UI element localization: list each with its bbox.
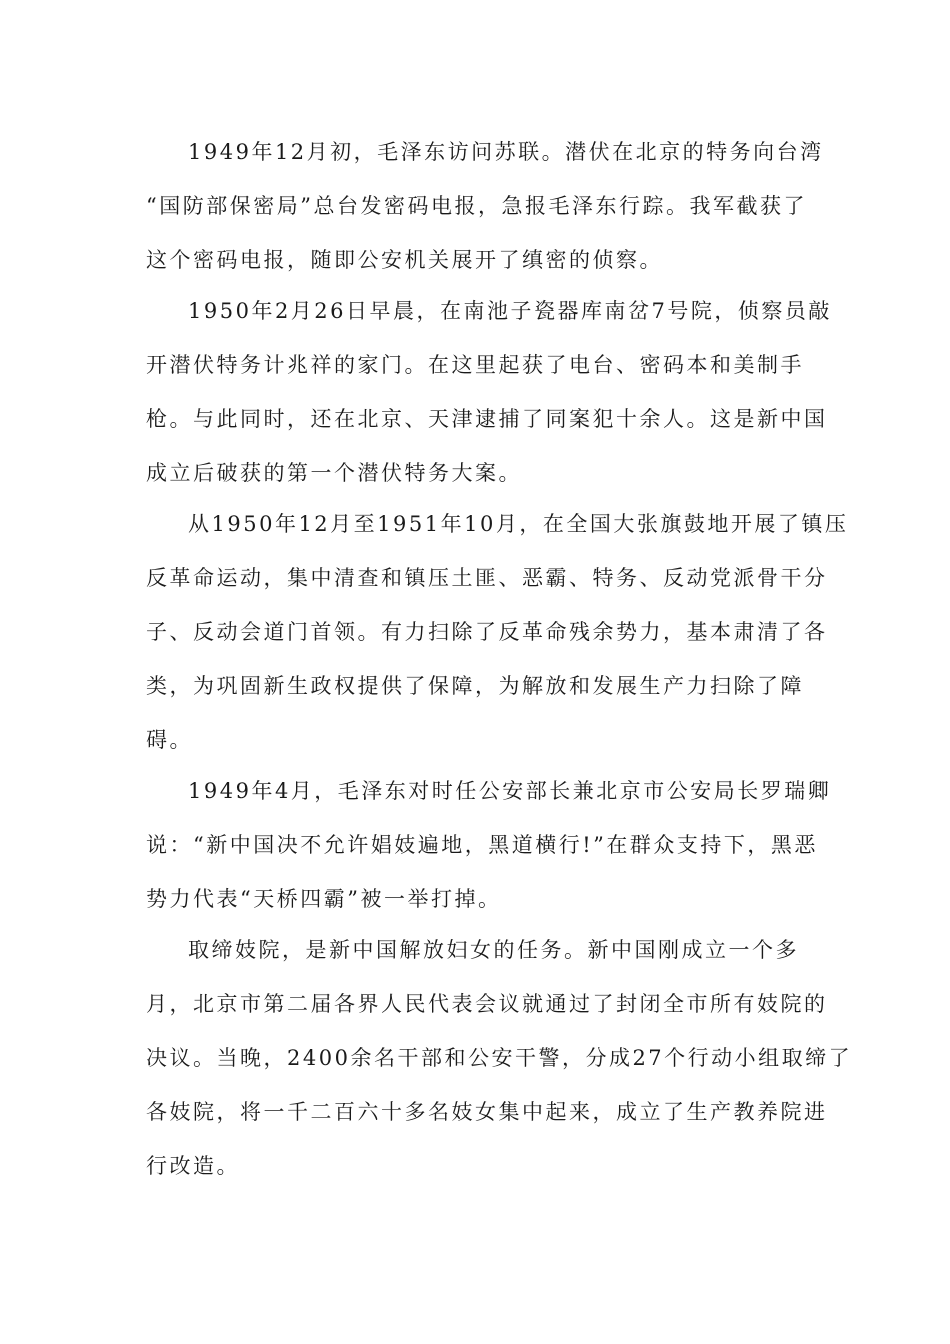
paragraph-line: “国防部保密局”总台发密码电报，急报毛泽东行踪。我军截获了 <box>146 194 807 218</box>
paragraph-1 <box>146 125 824 287</box>
paragraph-line: 说：“新中国决不允许娼妓遍地，黑道横行!”在群众支持下，黑恶 <box>146 833 818 857</box>
paragraph-line: 成立后破获的第一个潜伏特务大案。 <box>146 461 522 485</box>
paragraph-4 <box>146 764 832 926</box>
paragraph-line: 1950年2月26日早晨，在南池子瓷器库南岔7号院，侦察员敲 <box>188 299 832 323</box>
paragraph-line: 反革命运动，集中清查和镇压土匪、恶霸、特务、反动党派骨干分 <box>146 566 828 590</box>
paragraph-line: 1949年12月初，毛泽东访问苏联。潜伏在北京的特务向台湾 <box>188 140 824 164</box>
paragraph-line: 决议。当晚，2400余名干部和公安干警，分成27个行动小组取缔了 <box>146 1046 853 1070</box>
paragraph-line: 枪。与此同时，还在北京、天津逮捕了同案犯十余人。这是新中国 <box>146 407 828 431</box>
paragraph-line: 开潜伏特务计兆祥的家门。在这里起获了电台、密码本和美制手 <box>146 353 804 377</box>
paragraph-2 <box>146 284 832 500</box>
paragraph-line: 类，为巩固新生政权提供了保障，为解放和发展生产力扫除了障 <box>146 674 804 698</box>
paragraph-3 <box>146 497 849 767</box>
paragraph-line: 子、反动会道门首领。有力扫除了反革命残余势力，基本肃清了各 <box>146 620 828 644</box>
paragraph-line: 行改造。 <box>146 1154 240 1178</box>
paragraph-line: 1949年4月，毛泽东对时任公安部长兼北京市公安局长罗瑞卿 <box>188 779 832 803</box>
paragraph-line: 月，北京市第二届各界人民代表会议就通过了封闭全市所有妓院的 <box>146 992 828 1016</box>
paragraph-line: 取缔妓院，是新中国解放妇女的任务。新中国刚成立一个多 <box>188 938 799 962</box>
paragraph-line: 这个密码电报，随即公安机关展开了缜密的侦察。 <box>146 248 663 272</box>
paragraph-line: 从1950年12月至1951年10月，在全国大张旗鼓地开展了镇压 <box>188 512 849 536</box>
paragraph-5 <box>146 923 853 1193</box>
paragraph-line: 碍。 <box>146 728 193 752</box>
paragraph-line: 势力代表“天桥四霸”被一举打掉。 <box>146 887 502 911</box>
paragraph-line: 各妓院，将一千二百六十多名妓女集中起来，成立了生产教养院进 <box>146 1100 828 1124</box>
